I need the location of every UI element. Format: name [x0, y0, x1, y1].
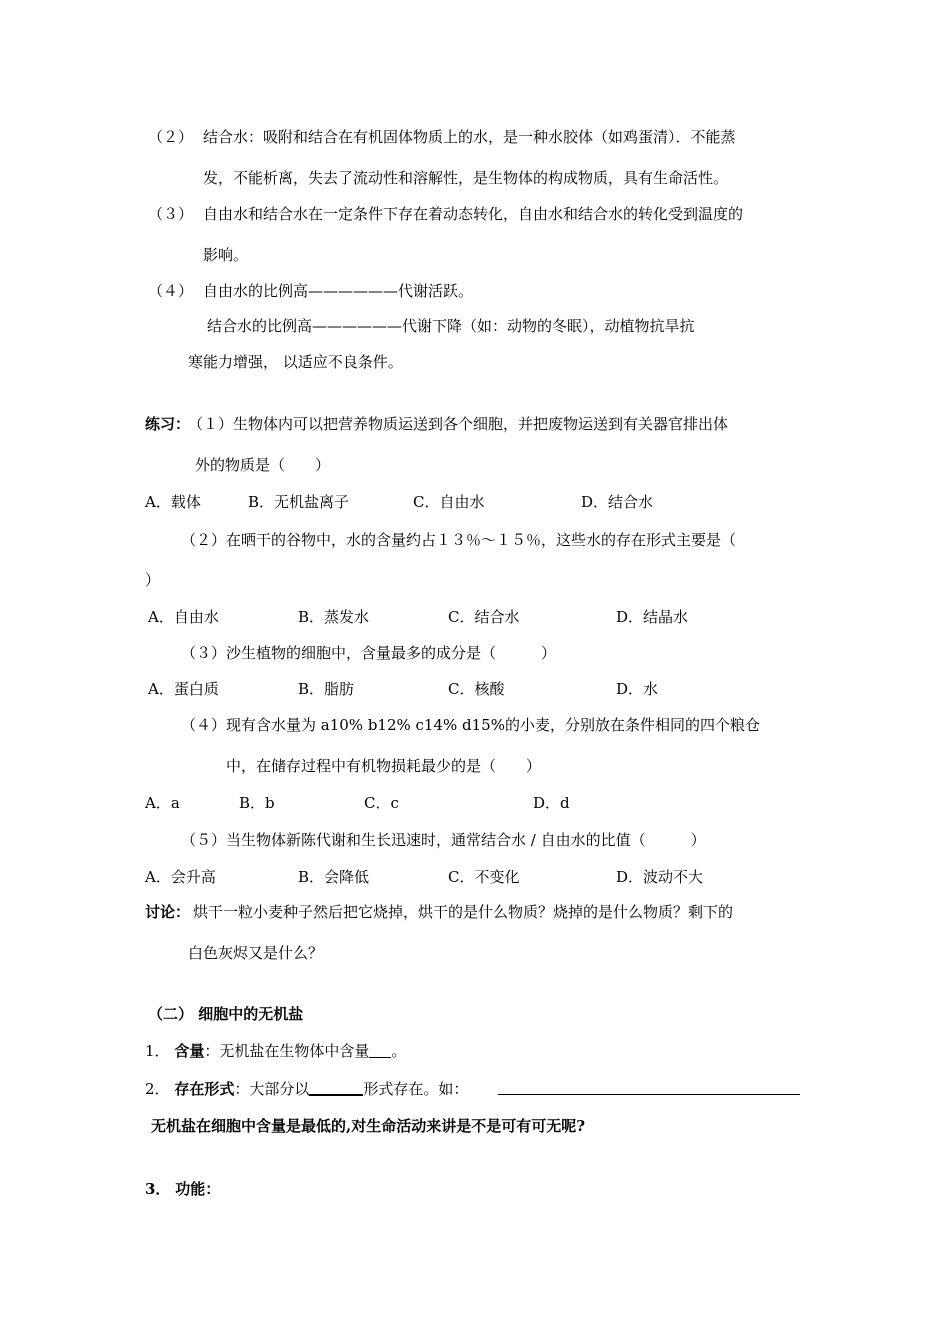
question-1-line-2: 外的物质是（ ） [195, 456, 331, 474]
question-5-line-1: （５）当生物体新陈代谢和生长迅速时，通常结合水 / 自由水的比值（ ） [181, 831, 706, 849]
q2-option-b: B．蒸发水 [298, 608, 370, 626]
item-4-line-1: 自由水的比例高——————代谢活跃。 [203, 282, 474, 300]
item-2-text: ：大部分以 [234, 1080, 310, 1098]
q3-option-a: A．蛋白质 [148, 680, 219, 698]
item-1-label: 含量 [174, 1042, 205, 1060]
item-2-mid: 形式存在。如： [363, 1080, 469, 1098]
q5-option-a: A．会升高 [145, 868, 216, 886]
item-1-end: 。 [391, 1042, 407, 1060]
exercise-label: 练习： [145, 415, 191, 433]
content-blank[interactable] [369, 1041, 391, 1058]
form-blank[interactable] [309, 1078, 363, 1096]
item-2-line-2: 发，不能析离，失去了流动性和溶解性，是生物体的构成物质，具有生命活性。 [203, 169, 729, 187]
item-2-number: （２） [148, 128, 194, 146]
item-4-line-3: 寒能力增强， 以适应不良条件。 [188, 353, 403, 371]
q1-option-a: A．载体 [145, 493, 201, 511]
q5-option-c: C．不变化 [448, 868, 520, 886]
item-2-number: 2． [145, 1080, 170, 1098]
salts-item-3 [145, 1179, 220, 1199]
example-blank[interactable] [498, 1094, 800, 1095]
q5-option-d: D．波动不大 [616, 868, 704, 886]
q4-option-c: C．c [364, 794, 399, 812]
q1-option-b: B．无机盐离子 [248, 493, 350, 511]
item-3-line-2: 影响。 [203, 246, 249, 264]
question-4-line-1: （４）现有含水量为 a10% b12% c14% d15%的小麦，分别放在条件相同的四个粮仓 [181, 716, 760, 734]
item-3-number: 3． [145, 1180, 171, 1198]
salts-item-2 [145, 1078, 468, 1099]
question-2-line-1: （２）在晒干的谷物中，水的含量约占１３％～１５％，这些水的存在形式主要是（ [181, 531, 737, 549]
discussion-label: 讨论： [145, 903, 191, 921]
item-4-line-2: 结合水的比例高——————代谢下降（如：动物的冬眠），动植物抗旱抗 [207, 317, 695, 335]
q2-option-d: D．结晶水 [616, 608, 689, 626]
q2-option-c: C．结合水 [448, 608, 520, 626]
q3-option-c: C．核酸 [448, 680, 505, 698]
q3-option-d: D．水 [616, 680, 659, 698]
salts-item-1 [145, 1041, 406, 1061]
item-4-number: （４） [148, 282, 194, 300]
item-1-text: ：无机盐在生物体中含量 [204, 1042, 370, 1060]
item-2-line-1: 结合水：吸附和结合在有机固体物质上的水，是一种水胶体（如鸡蛋清）．不能蒸 [203, 128, 736, 146]
discussion-line-2: 白色灰烬又是什么？ [188, 944, 324, 962]
section-heading: （二） 细胞中的无机盐 [148, 1005, 304, 1023]
q2-option-a: A．自由水 [148, 608, 219, 626]
q4-option-a: A．a [145, 794, 180, 812]
question-2-line-2: ） [145, 571, 161, 589]
question-1-line-1: （１）生物体内可以把营养物质运送到各个细胞，并把废物运送到有关器官排出体 [188, 415, 729, 433]
item-3-number: （３） [148, 205, 194, 223]
q1-option-d: D．结合水 [581, 493, 654, 511]
item-3-line-1: 自由水和结合水在一定条件下存在着动态转化，自由水和结合水的转化受到温度的 [203, 205, 744, 223]
item-1-number: 1． [145, 1042, 170, 1060]
q5-option-b: B．会降低 [298, 868, 370, 886]
item-2-label: 存在形式 [174, 1080, 235, 1098]
q4-option-b: B．b [239, 794, 275, 812]
question-3-line-1: （３）沙生植物的细胞中，含量最多的成分是（ ） [181, 644, 557, 662]
salts-question: 无机盐在细胞中含量是最低的,对生命活动来讲是不是可有可无呢? [151, 1117, 586, 1135]
q4-option-d: D．d [533, 794, 570, 812]
q1-option-c: C．自由水 [413, 493, 485, 511]
item-3-label: 功能： [175, 1180, 221, 1198]
question-4-line-2: 中，在储存过程中有机物损耗最少的是（ ） [226, 757, 542, 775]
q3-option-b: B．脂肪 [298, 680, 355, 698]
discussion-line-1: 烘干一粒小麦种子然后把它烧掉，烘干的是什么物质？烧掉的是什么物质？剩下的 [193, 903, 734, 921]
